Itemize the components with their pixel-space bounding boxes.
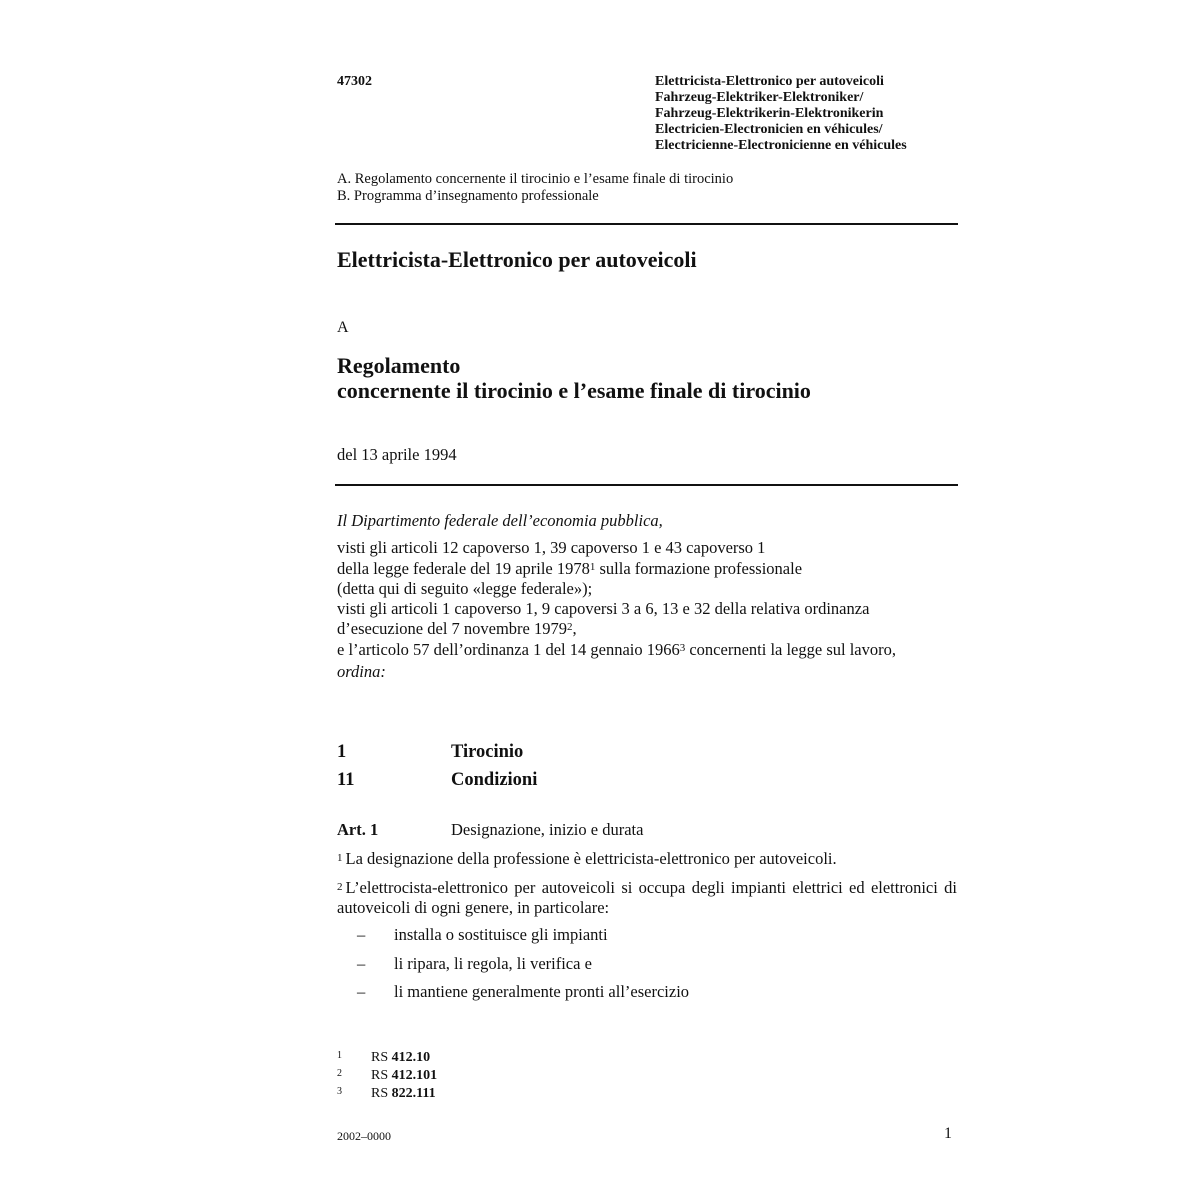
- document-number: 47302: [337, 74, 372, 89]
- contents-item-b: B. Programma d’insegnamento professionale: [337, 187, 599, 204]
- list-item-text: li ripara, li regola, li verifica e: [394, 954, 592, 973]
- footnote-ref: 412.101: [391, 1068, 438, 1083]
- header-titles: [655, 74, 907, 154]
- preamble-line-2b: sulla formazione professionale: [595, 558, 803, 578]
- footnote-prefix: RS: [371, 1086, 392, 1101]
- section-title: Tirocinio: [451, 742, 524, 762]
- preamble: [337, 511, 957, 682]
- preamble-line-4: visti gli articoli 1 capoverso 1, 9 capoversi 3 a 6, 13 e 32 della relativa ordinanza: [337, 599, 870, 619]
- preamble-line-6: [337, 640, 957, 660]
- footnotes: [337, 1048, 437, 1102]
- section-number: 11: [337, 770, 355, 790]
- footnote-ref-2[interactable]: 2: [567, 621, 573, 634]
- footnote-ref-1[interactable]: 1: [589, 560, 596, 573]
- list-item-text: li mantiene generalmente pronti all’esercizio: [394, 982, 690, 1001]
- preamble-line-5b: ,: [572, 619, 577, 639]
- article-title: Designazione, inizio e durata: [451, 820, 644, 839]
- footnote-number: 3: [337, 1086, 342, 1097]
- paragraph-number: 2: [337, 881, 343, 893]
- preamble-line-6b: concernenti la legge sul lavoro,: [685, 639, 896, 659]
- section-number: 1: [337, 742, 347, 762]
- preamble-line-1: visti gli articoli 12 capoverso 1, 39 capoverso 1 e 43 capoverso 1: [337, 538, 766, 558]
- list-dash: –: [357, 954, 366, 973]
- header-title-de-2: Fahrzeug-Elektrikerin-Elektronikerin: [655, 106, 884, 121]
- section-heading-1: [337, 742, 523, 763]
- list-dash: –: [357, 925, 366, 944]
- footnote-ref-3[interactable]: 3: [679, 641, 686, 654]
- preamble-line-6a: e l’articolo 57 dell’ordinanza 1 del 14 gennaio 1966: [337, 639, 680, 659]
- footnote-2: [337, 1066, 437, 1084]
- regulation-title-line-1: Regolamento: [337, 353, 461, 378]
- preamble-line-5a: d’esecuzione del 7 novembre 1979: [337, 619, 568, 639]
- contents-list: [337, 171, 733, 204]
- header-title-fr-2: Electricienne-Electronicienne en véhicules: [655, 138, 907, 153]
- contents-item-a: A. Regolamento concernente il tirocinio e l’esame finale di tirocinio: [337, 171, 734, 187]
- footnote-3: [337, 1084, 437, 1102]
- preamble-line-3: (detta qui di seguito «legge federale»);: [337, 578, 593, 598]
- footnote-1: [337, 1048, 437, 1066]
- article-number: Art. 1: [337, 820, 379, 839]
- preamble-line-2a: della legge federale del 19 aprile 1978: [337, 558, 590, 578]
- preamble-line-2: [337, 559, 957, 579]
- footnote-prefix: RS: [371, 1050, 392, 1065]
- article-heading: [337, 820, 643, 840]
- preamble-line-5: [337, 619, 957, 639]
- header-title-it: Elettricista-Elettronico per autoveicoli: [655, 74, 884, 89]
- footnote-ref: 412.10: [391, 1050, 431, 1065]
- divider-top: [335, 223, 958, 225]
- section-title: Condizioni: [451, 770, 538, 790]
- paragraph-text: L’elettrocista-elettronico per autoveicoli si occupa degli impianti elettrici ed elettronici di autoveicoli di ogni genere, in particolare:: [337, 878, 957, 917]
- regulation-title-line-2: concernente il tirocinio e l’esame finale di tirocinio: [337, 378, 811, 403]
- list-item-text: installa o sostituisce gli impianti: [394, 925, 608, 944]
- header-title-fr-1: Electricien-Electronicien en véhicules/: [655, 122, 883, 137]
- section-letter: A: [337, 319, 349, 336]
- preamble-authority: Il Dipartimento federale dell’economia pubblica,: [337, 511, 663, 530]
- article-paragraph-1: [337, 848, 957, 869]
- section-heading-11: [337, 770, 537, 791]
- footnote-ref: 822.111: [391, 1086, 436, 1101]
- footnote-number: 1: [337, 1050, 342, 1061]
- page-number: 1: [944, 1125, 952, 1142]
- article-paragraph-2: [337, 877, 957, 918]
- list-item: [357, 982, 689, 1002]
- footer-code: 2002–0000: [337, 1129, 391, 1143]
- paragraph-text: La designazione della professione è elettricista-elettronico per autoveicoli.: [345, 849, 837, 868]
- list-item: [357, 954, 592, 974]
- header-title-de-1: Fahrzeug-Elektriker-Elektroniker/: [655, 90, 864, 105]
- main-title: Elettricista-Elettronico per autoveicoli: [337, 247, 697, 272]
- footnote-prefix: RS: [371, 1068, 392, 1083]
- regulation-date: del 13 aprile 1994: [337, 445, 457, 464]
- list-dash: –: [357, 982, 366, 1001]
- preamble-decree: ordina:: [337, 662, 386, 682]
- regulation-title: [337, 353, 811, 403]
- list-item: [357, 925, 608, 945]
- divider-middle: [335, 484, 958, 486]
- paragraph-number: 1: [337, 852, 343, 864]
- footnote-number: 2: [337, 1068, 342, 1079]
